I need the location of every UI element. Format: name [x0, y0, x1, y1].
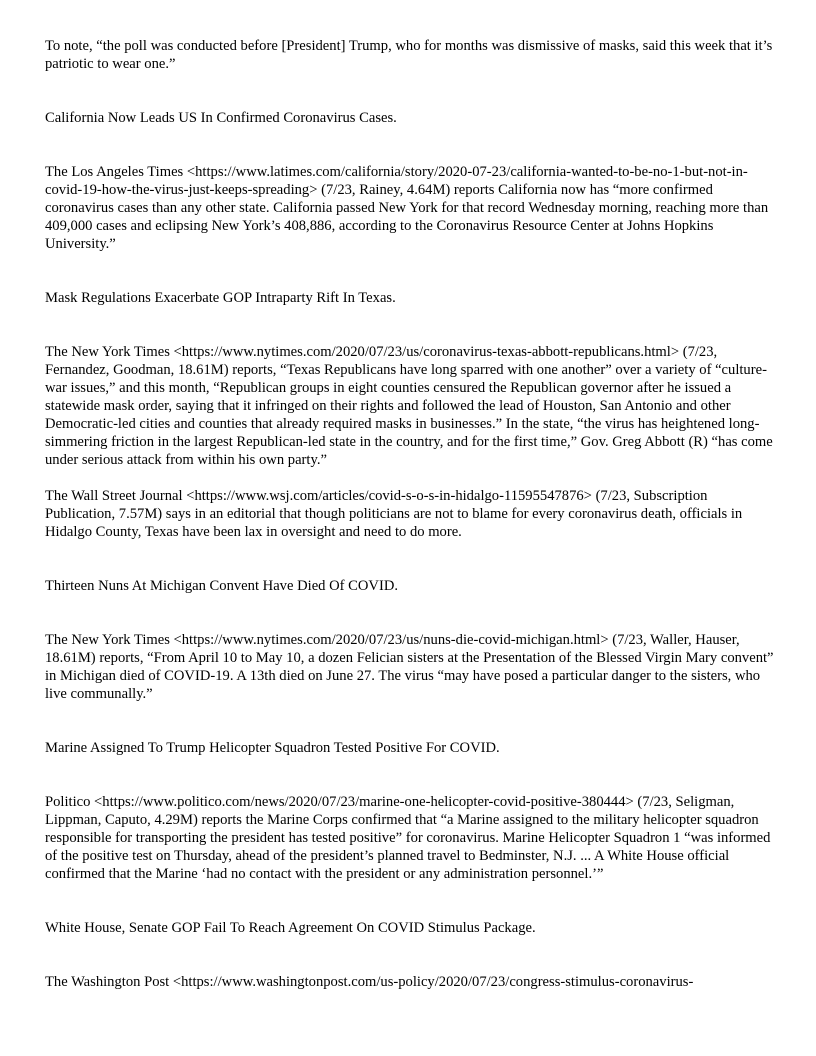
headline-michigan-nuns: Thirteen Nuns At Michigan Convent Have Died Of COVID. — [45, 578, 399, 594]
headline-texas-mask-rift: Mask Regulations Exacerbate GOP Intraparty Rift In Texas. — [45, 290, 396, 306]
paragraph-politico-marine: Politico <https://www.politico.com/news/2020/07/23/marine-one-helicopter-covid-positive-380444> (7/23, Seligman, Lippman, Caputo, 4.29M) reports the Marine Corps confirmed that “a Marine assigned to the military helicopter squadron responsible for transporting the president has tested positive” for coronavirus. Marine Helicopter Squadron 1 “was informed of the positive test on Thursday, ahead of the president’s planned travel to Bedminster, N.J. ... A White House official confirmed that the Marine ‘had no contact with the president or any administration personnel.’” — [45, 794, 771, 882]
paragraph-ny-times-nuns: The New York Times <https://www.nytimes.com/2020/07/23/us/nuns-die-covid-michigan.html> (7/23, Waller, Hauser, 18.61M) reports, “From April 10 to May 10, a dozen Felician sisters at the Presentation of the Blessed Virgin Mary convent” in Michigan died of COVID-19. A 13th died on June 27. The virus “may have posed a particular danger to the sisters, who live communally.” — [45, 632, 774, 702]
headline-marine-covid: Marine Assigned To Trump Helicopter Squadron Tested Positive For COVID. — [45, 740, 500, 756]
headline-stimulus-package: White House, Senate GOP Fail To Reach Agreement On COVID Stimulus Package. — [45, 920, 536, 936]
paragraph-ny-times-texas: The New York Times <https://www.nytimes.com/2020/07/23/us/coronavirus-texas-abbott-republicans.html> (7/23, Fernandez, Goodman, 18.61M) reports, “Texas Republicans have long sparred with one another” over a variety of “culture-war issues,” and this month, “Republican groups in eight counties censured the Republican governor after he issued a statewide mask order, saying that it infringed on their rights and followed the lead of Houston, San Antonio and other Democratic-led cities and counties that already required masks in businesses.” In the state, “the virus has heightened long-simmering friction in the largest Republican-led state in the country, and for the first time,” Gov. Greg Abbott (R) “has come under serious attack from within his own party.” — [45, 344, 773, 468]
paragraph-wsj-hidalgo: The Wall Street Journal <https://www.wsj.com/articles/covid-s-o-s-in-hidalgo-11595547876> (7/23, Subscription Publication, 7.57M) says in an editorial that though politicians are not to blame for every coronavirus death, officials in Hidalgo County, Texas have been lax in oversight and need to do more. — [45, 488, 743, 540]
document-page — [45, 37, 775, 991]
paragraph-la-times: The Los Angeles Times <https://www.latimes.com/california/story/2020-07-23/california-wanted-to-be-no-1-but-not-in-covid-19-how-the-virus-just-keeps-spreading> (7/23, Rainey, 4.64M) reports California now has “more confirmed coronavirus cases than any other state. California passed New York for that record Wednesday morning, reaching more than 409,000 cases and eclipsing New York’s 408,886, according to the Coronavirus Resource Center at Johns Hopkins University.” — [45, 164, 769, 252]
paragraph-washington-post: The Washington Post <https://www.washingtonpost.com/us-policy/2020/07/23/congress-stimulus-coronavirus- — [45, 974, 694, 990]
paragraph-poll-note: To note, “the poll was conducted before [President] Trump, who for months was dismissive of masks, said this week that it’s patriotic to wear one.” — [45, 38, 773, 72]
headline-california-cases: California Now Leads US In Confirmed Coronavirus Cases. — [45, 110, 397, 126]
